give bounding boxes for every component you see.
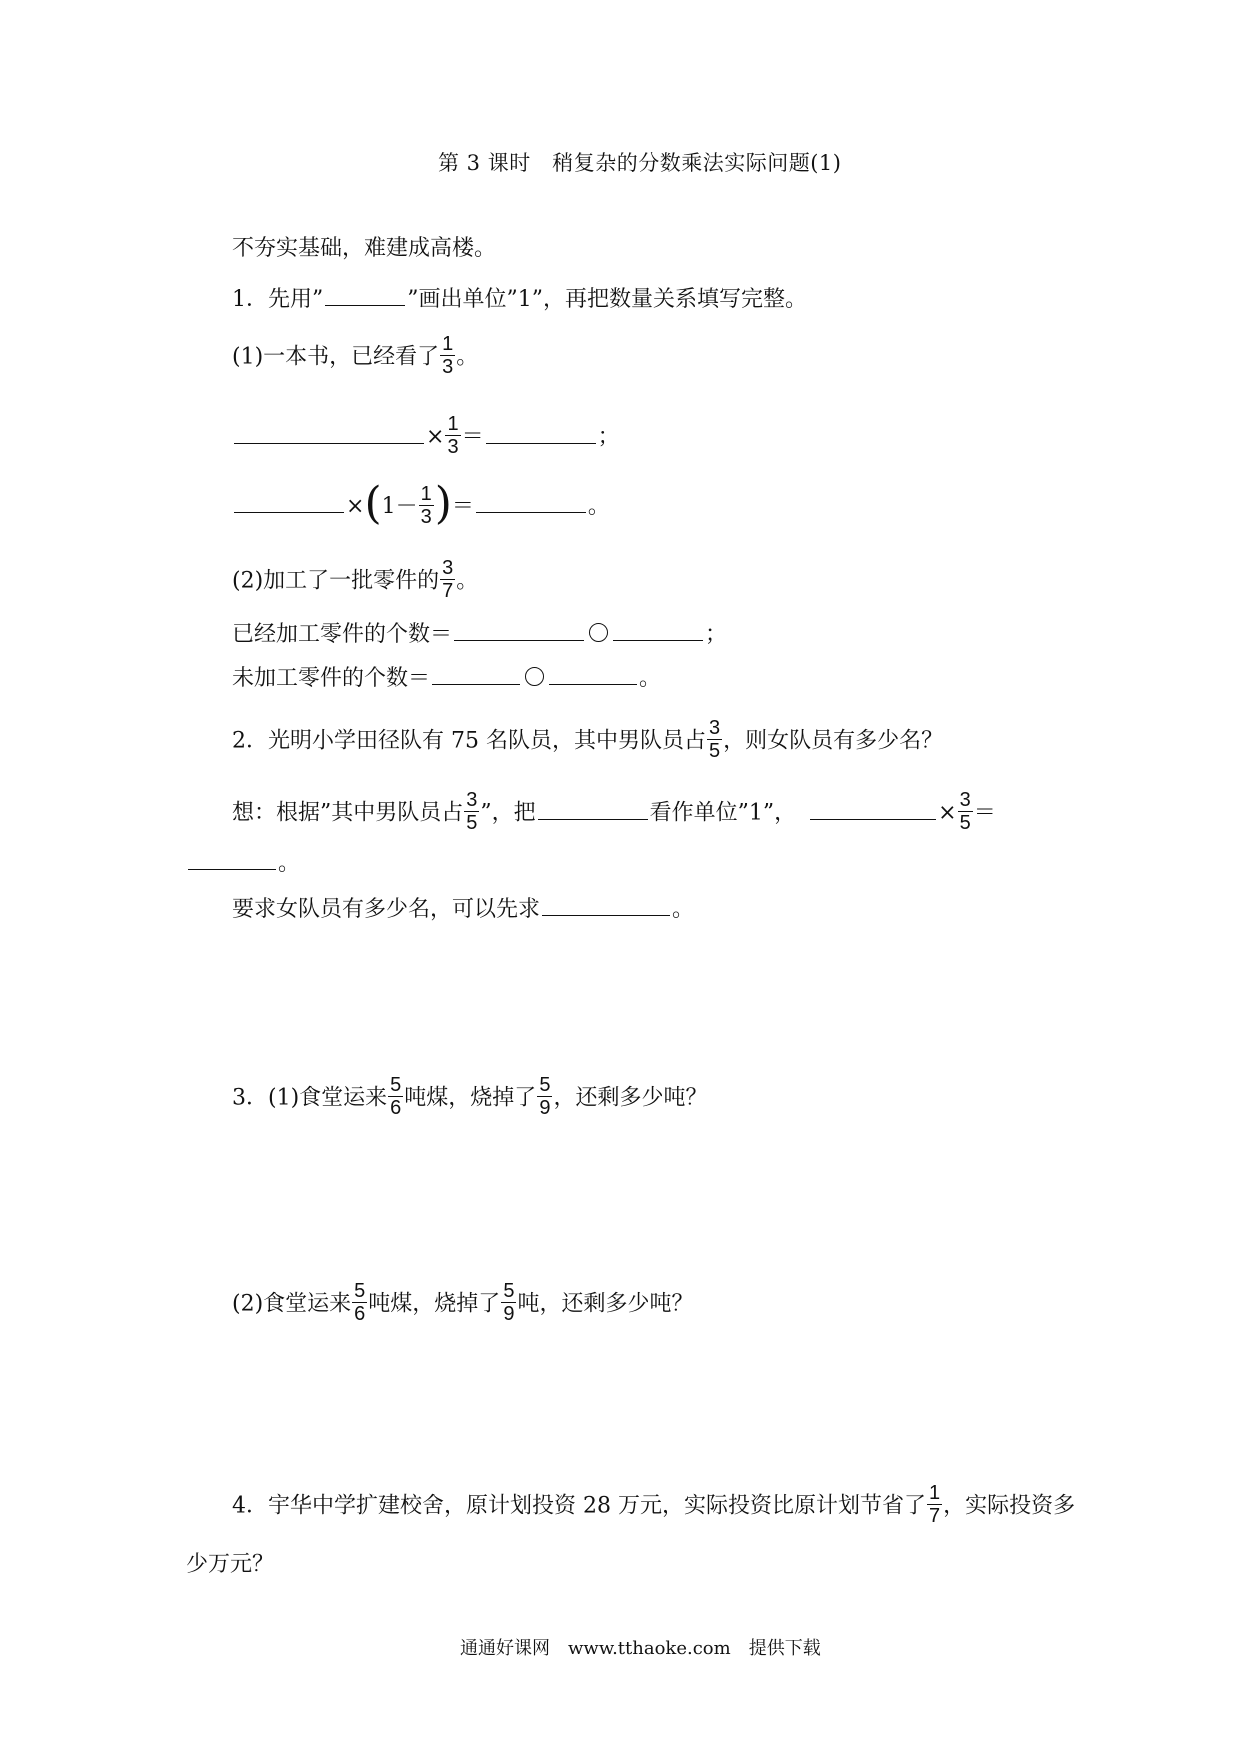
q1-sub1-text: (1)一本书，已经看了 [232,344,440,370]
page-title: 第 3 课时 稍复杂的分数乘法实际问题(1) [438,151,842,175]
q1-line-style-blank[interactable] [325,283,405,306]
q1-eq1-blank-right[interactable] [486,421,596,444]
q4-text-b: ，实际投资多 [943,1493,1076,1519]
fraction-five-sixths [352,1281,367,1324]
q2-result-blank[interactable] [188,847,276,870]
footer-credit: 通通好课网 www.tthaoke.com 提供下载 [460,1638,821,1659]
fraction-three-fifths [464,790,479,833]
q1-processed-blank-2[interactable] [613,618,703,641]
fraction-one-third [445,414,460,457]
operator-circle[interactable] [525,667,544,686]
fraction-numerator: 5 [354,1280,366,1302]
intro-motto: 不夯实基础，难建成高楼。 [232,236,497,261]
q2-product-blank[interactable] [810,797,936,820]
q1-sub2-label [232,557,479,603]
q3-sub2-b: 吨煤，烧掉了 [368,1291,501,1317]
fraction-numerator: 3 [959,789,971,811]
fraction-denominator: 5 [708,740,721,762]
period: 。 [587,494,610,519]
q3-sub1-a: 3．(1)食堂运来 [232,1085,388,1111]
equals-sign: ＝ [451,494,474,519]
fraction-denominator: 9 [539,1097,551,1119]
fraction-one-third [419,484,434,527]
fraction-denominator: 3 [420,505,432,528]
q1-prompt-b: ”画出单位”1”，再把数量关系填写完整。 [407,287,807,312]
q1-eq2-blank-left[interactable] [234,490,344,513]
q2-ask-a: 要求女队员有多少名，可以先求 [232,897,541,922]
equals-sign: ＝ [973,800,996,826]
fraction-numerator: 1 [447,413,459,435]
q3-sub1 [232,1074,708,1120]
fraction-five-ninths [501,1281,516,1324]
fraction-numerator: 5 [503,1280,515,1302]
fraction-numerator: 5 [390,1074,402,1096]
fraction-numerator: 1 [420,482,432,505]
fraction-one-seventh [927,1483,942,1526]
q3-sub1-b: 吨煤，烧掉了 [404,1085,537,1111]
fraction-numerator: 1 [928,1482,941,1504]
q2-think-continued [186,847,300,875]
q1-unprocessed-blank-2[interactable] [549,662,637,685]
q1-line-unprocessed-text: 未加工零件的个数＝ [232,666,431,691]
q1-equation-unread [232,478,610,529]
q2-text-a: 2．光明小学田径队有 75 名队员，其中男队员占 [232,728,706,754]
fraction-denominator: 6 [390,1097,402,1119]
q1-prompt-a: 1．先用” [232,287,324,312]
semicolon: ； [705,622,728,647]
fraction-denominator: 6 [354,1303,366,1325]
q1-sub1-end: 。 [456,344,479,370]
semicolon: ； [597,424,620,450]
q2-unit-blank[interactable] [538,797,648,820]
q1-sub1-label [232,333,479,379]
period: 。 [278,851,301,876]
fraction-five-ninths [537,1075,552,1118]
q3-sub2-c: 吨，还剩多少吨？ [517,1291,694,1317]
times-sign: × [426,424,445,450]
q2-think-a: 想：根据”其中男队员占 [232,800,464,826]
left-paren: ( [364,478,382,529]
fraction-denominator: 5 [959,812,971,834]
fraction-numerator: 1 [442,333,454,355]
q2-ask [232,893,694,921]
q3-sub1-c: ，还剩多少吨？ [553,1085,708,1111]
q4-text-continued: 少万元？ [186,1552,275,1577]
q2-think [232,789,996,835]
period: 。 [639,666,662,691]
fraction-denominator: 3 [442,356,454,378]
q1-line-unprocessed [232,662,661,690]
q2-ask-blank[interactable] [542,893,670,916]
operator-circle[interactable] [589,623,608,642]
fraction-numerator: 3 [442,557,454,579]
q1-eq2-blank-right[interactable] [476,490,586,513]
fraction-denominator: 7 [442,580,454,602]
fraction-denominator: 7 [928,1505,941,1527]
q1-sub2-text: (2)加工了一批零件的 [232,568,440,594]
q2-text [232,717,944,763]
right-paren: ) [434,478,452,529]
fraction-numerator: 5 [539,1074,551,1096]
fraction-five-sixths [388,1075,403,1118]
q1-line-processed [232,618,727,646]
q3-sub2 [232,1280,694,1326]
period: 。 [456,568,479,594]
equals-sign: ＝ [461,424,484,450]
q4-text-a: 4．宇华中学扩建校舍，原计划投资 28 万元，实际投资比原计划节省了 [232,1493,926,1519]
q2-ask-b: 。 [672,897,695,922]
fraction-denominator: 9 [503,1303,515,1325]
q1-line-processed-text: 已经加工零件的个数＝ [232,622,453,647]
one-minus: 1－ [381,494,418,519]
q1-eq1-blank-left[interactable] [234,421,424,444]
fraction-denominator: 5 [466,812,478,834]
q1-equation-read [232,413,620,459]
q4-text [232,1482,1076,1528]
fraction-numerator: 3 [466,789,478,811]
q1-prompt [232,283,807,311]
q1-processed-blank-1[interactable] [454,618,584,641]
q2-think-b: ”，把 [480,800,536,826]
fraction-numerator: 3 [708,717,721,739]
fraction-three-fifths [707,718,722,761]
fraction-one-third [440,334,455,377]
fraction-three-fifths [958,790,973,833]
times-sign: × [346,494,365,519]
q2-think-c: 看作单位”1”， [649,800,797,826]
q1-unprocessed-blank-1[interactable] [432,662,520,685]
fraction-three-sevenths [440,558,455,601]
times-sign: × [938,800,957,826]
q2-text-b: ，则女队员有多少名？ [723,728,944,754]
fraction-denominator: 3 [447,436,459,458]
q3-sub2-a: (2)食堂运来 [232,1291,352,1317]
